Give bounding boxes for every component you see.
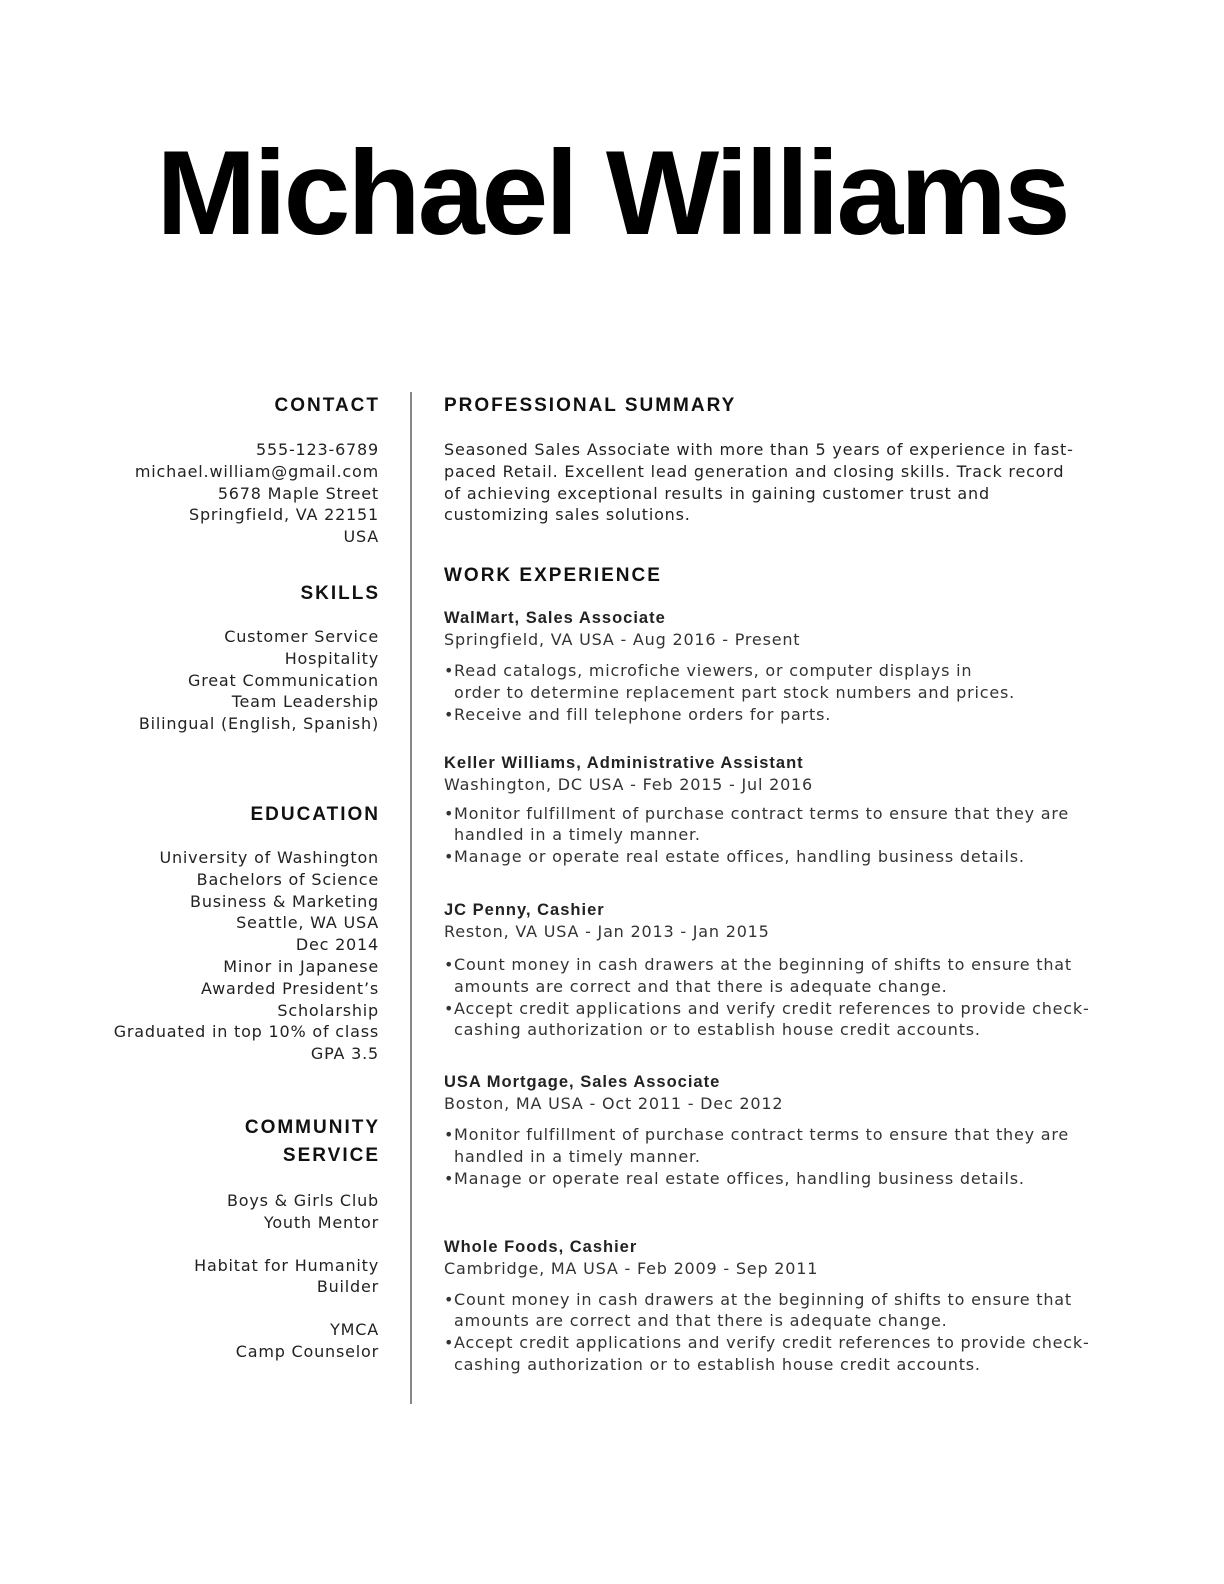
job-bullet [444,954,1164,998]
job-meta: Springfield, VA USA - Aug 2016 - Present [444,630,801,650]
education-line: Scholarship [277,1000,379,1020]
bullet-line: Count money in cash drawers at the beginning of shifts to ensure that [454,1289,1072,1309]
bullet-icon: • [444,1168,455,1188]
skill-item: Customer Service [224,626,379,646]
job-title: WalMart, Sales Associate [444,609,666,628]
bullet-icon: • [444,1289,455,1309]
bullet-icon: • [444,704,455,724]
community-entry [60,1190,379,1234]
job-bullet [444,1168,1164,1190]
job-bullet [444,704,1164,726]
left-column [60,392,379,1363]
bullet-line: Manage or operate real estate offices, handling business details. [454,847,1025,867]
job-bullet [444,1332,1164,1376]
community-heading-line: COMMUNITY [244,1116,380,1138]
bullet-line: cashing authorization or to establish house credit accounts. [454,1354,981,1374]
bullet-line: handled in a timely manner. [454,1146,701,1166]
job-bullet [444,1124,1164,1168]
community-entry [60,1319,379,1363]
community-entry [60,1255,379,1299]
job-bullet [444,803,1164,847]
contact-country: USA [343,527,379,547]
education-line: Graduated in top 10% of class [113,1022,379,1042]
job-bullets [444,1289,1164,1376]
bullet-line: Monitor fulfillment of purchase contract terms to ensure that they are [454,1125,1070,1145]
contact-details [60,439,379,548]
community-org: Boys & Girls Club [226,1190,379,1210]
bullet-icon: • [444,661,455,681]
education-line: GPA 3.5 [310,1044,379,1064]
community-heading [60,1114,379,1170]
contact-heading: CONTACT [274,395,380,416]
job-bullet [444,660,1164,704]
job-entry [444,607,1164,725]
skills-list [60,626,379,735]
community-org: YMCA [330,1320,379,1340]
job-bullets [444,660,1164,725]
summary-line: customizing sales solutions. [444,505,691,525]
summary-line: paced Retail. Excellent lead generation and closing skills. Track record [444,461,1065,481]
skill-item: Bilingual (English, Spanish) [138,714,379,734]
community-role: Camp Counselor [235,1341,379,1361]
summary-line: of achieving exceptional results in gaining customer trust and [444,483,990,503]
job-bullet [444,998,1164,1042]
education-line: Bachelors of Science [196,869,379,889]
job-meta: Washington, DC USA - Feb 2015 - Jul 2016 [444,774,814,794]
community-org: Habitat for Humanity [194,1255,379,1275]
bullet-line: amounts are correct and that there is adequate change. [454,1311,948,1331]
education-line: University of Washington [159,847,379,867]
job-bullet [444,846,1164,868]
bullet-icon: • [444,847,455,867]
education-heading: EDUCATION [250,803,380,825]
skill-item: Hospitality [284,648,379,668]
skills-heading: SKILLS [300,582,380,604]
community-heading-line: SERVICE [282,1144,380,1166]
education-line: Awarded President’s [201,978,379,998]
contact-street: 5678 Maple Street [217,483,379,503]
job-title: USA Mortgage, Sales Associate [444,1073,721,1092]
job-bullet [444,1289,1164,1333]
bullet-line: Monitor fulfillment of purchase contract terms to ensure that they are [454,803,1070,823]
job-bullets [444,1124,1164,1189]
community-role: Builder [316,1277,379,1297]
job-bullets [444,954,1164,1041]
community-list [60,1190,379,1363]
bullet-line: Accept credit applications and verify credit references to provide check- [454,1333,1090,1353]
bullet-line: Accept credit applications and verify credit references to provide check- [454,998,1090,1018]
contact-phone: 555-123-6789 [256,440,379,459]
job-bullets [444,803,1164,868]
job-title: Whole Foods, Cashier [444,1237,638,1256]
job-entry [444,752,1164,868]
job-title: JC Penny, Cashier [444,900,605,919]
bullet-line: order to determine replacement part stock numbers and prices. [454,682,1016,702]
column-divider [410,392,412,1404]
summary-heading: PROFESSIONAL SUMMARY [444,395,737,416]
bullet-icon: • [444,954,455,974]
summary-text [444,439,1164,526]
job-title: Keller Williams, Administrative Assistant [444,753,804,772]
bullet-icon: • [444,803,455,823]
contact-email: michael.william@gmail.com [134,461,379,481]
summary-line: Seasoned Sales Associate with more than 5 years of experience in fast- [444,440,1074,459]
bullet-line: Manage or operate real estate offices, handling business details. [454,1168,1025,1188]
skill-item: Great Communication [188,670,379,690]
bullet-line: cashing authorization or to establish house credit accounts. [454,1020,981,1040]
job-meta: Reston, VA USA - Jan 2013 - Jan 2015 [444,921,770,941]
bullet-icon: • [444,1125,455,1145]
community-role: Youth Mentor [263,1212,379,1232]
education-line: Business & Marketing [190,891,379,911]
education-line: Minor in Japanese [223,956,379,976]
bullet-line: Receive and fill telephone orders for parts. [454,704,832,724]
job-entry [444,899,1164,1041]
contact-city: Springfield, VA 22151 [189,505,379,525]
education-line: Dec 2014 [295,935,379,955]
bullet-line: Read catalogs, microfiche viewers, or computer displays in [454,661,973,681]
job-meta: Cambridge, MA USA - Feb 2009 - Sep 2011 [444,1258,819,1278]
bullet-line: handled in a timely manner. [454,825,701,845]
skill-item: Team Leadership [231,692,379,712]
job-entry [444,1236,1164,1376]
job-entry [444,1071,1164,1189]
bullet-icon: • [444,1333,455,1353]
bullet-line: amounts are correct and that there is adequate change. [454,976,948,996]
education-line: Seattle, WA USA [236,913,379,933]
job-meta: Boston, MA USA - Oct 2011 - Dec 2012 [444,1094,784,1114]
right-column [444,392,1164,1376]
bullet-line: Count money in cash drawers at the beginning of shifts to ensure that [454,954,1072,974]
resume-name: Michael Williams [156,126,1068,260]
work-heading: WORK EXPERIENCE [444,565,662,587]
bullet-icon: • [444,998,455,1018]
education-details [60,847,379,1065]
